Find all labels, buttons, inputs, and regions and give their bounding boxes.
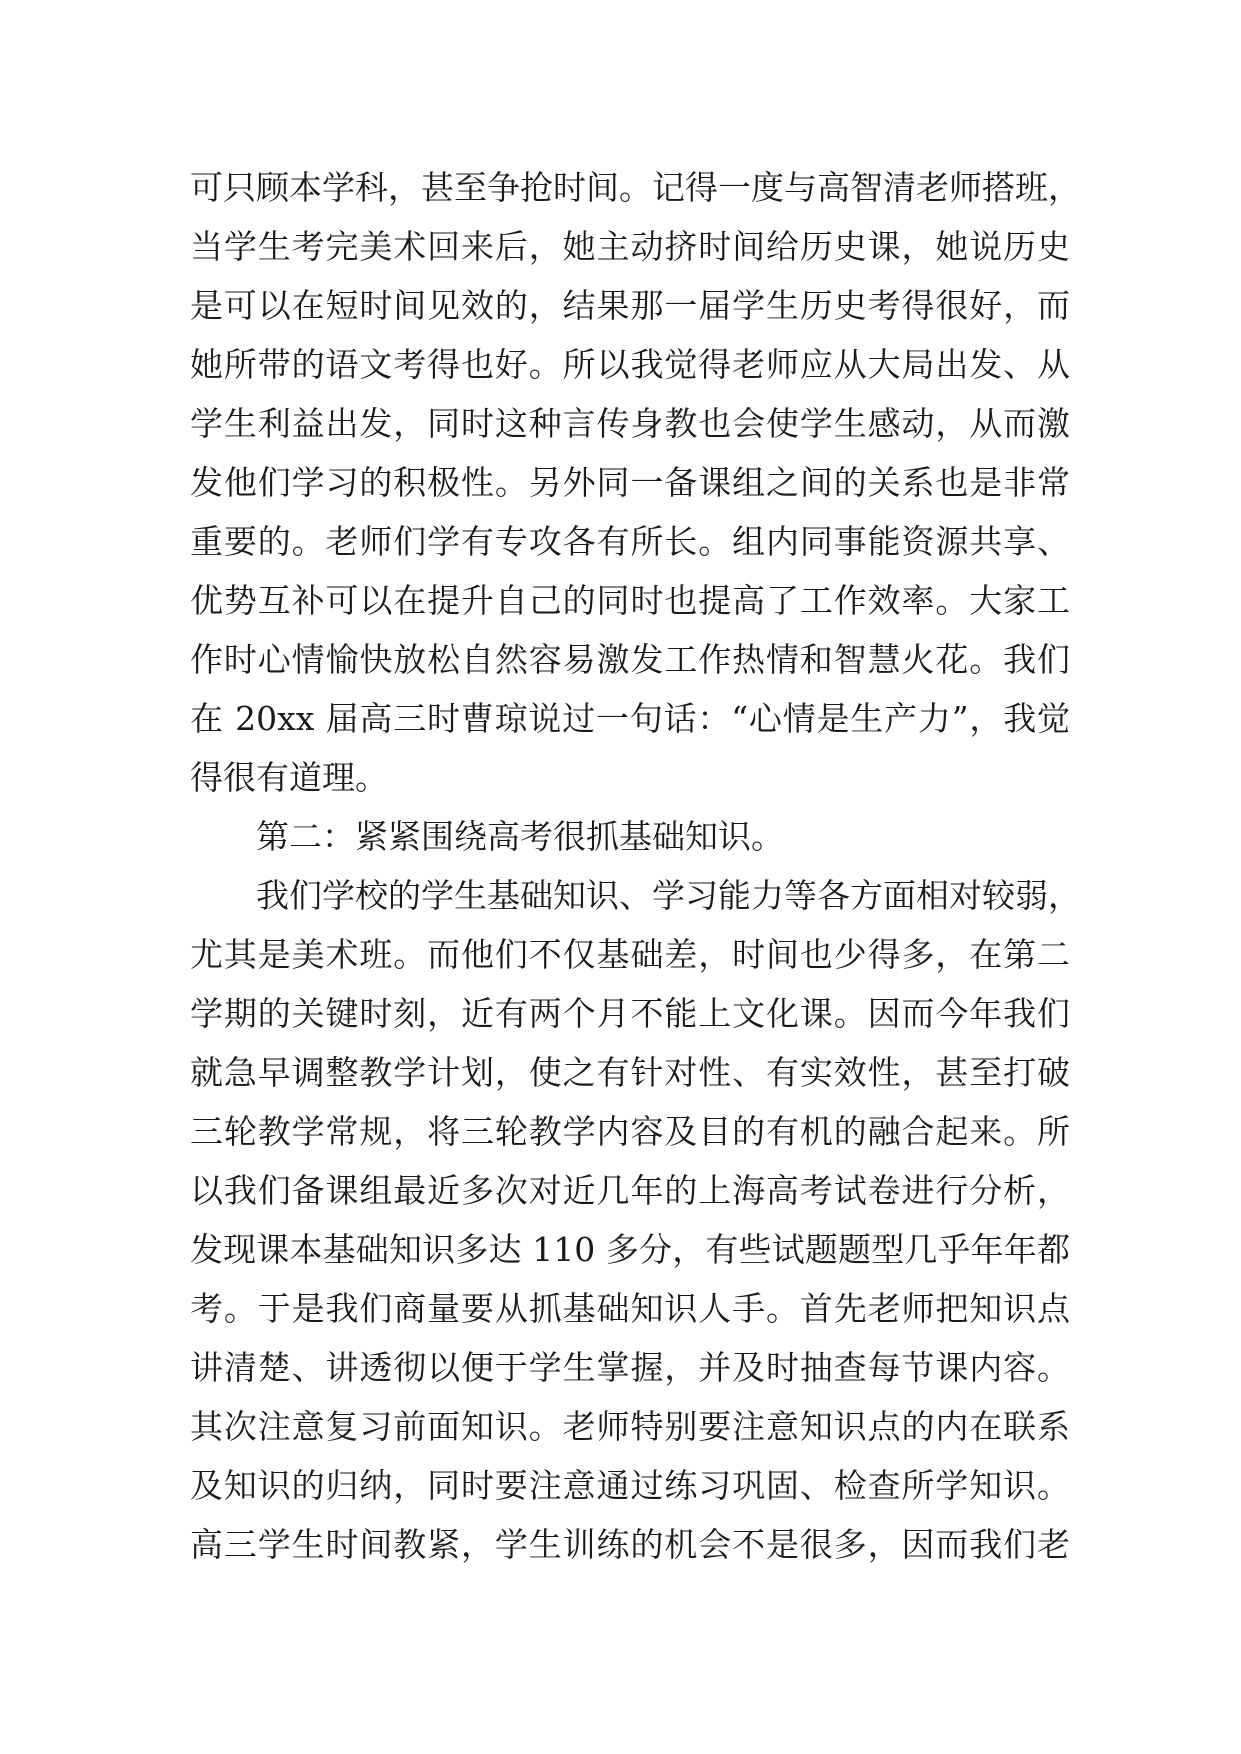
text-line: 发他们学习的积极性。另外同一备课组之间的关系也是非常 [190,463,1070,502]
text-line: 得很有道理。 [190,758,388,797]
text-line: 其次注意复习前面知识。老师特别要注意知识点的内在联系 [190,1407,1070,1446]
text-line: 是可以在短时间见效的，结果那一届学生历史考得很好，而 [190,286,1070,325]
text-line: 重要的。老师们学有专攻各有所长。组内同事能资源共享、 [190,522,1070,561]
section-heading: 第二：紧紧围绕高考很抓基础知识。 [256,817,784,856]
text-line: 以我们备课组最近多次对近几年的上海高考试卷进行分析， [190,1171,1070,1210]
text-line: 发现课本基础知识多达 110 多分，有些试题题型几乎年年都 [190,1230,1070,1269]
text-line: 高三学生时间教紧，学生训练的机会不是很多，因而我们老 [190,1525,1070,1564]
text-line: 学期的关键时刻，近有两个月不能上文化课。因而今年我们 [190,994,1070,1033]
text-line: 学生利益出发，同时这种言传身教也会使学生感动，从而激 [190,404,1070,443]
text-line: 优势互补可以在提升自己的同时也提高了工作效率。大家工 [190,581,1070,620]
text-line: 我们学校的学生基础知识、学习能力等各方面相对较弱， [256,876,1081,915]
text-line: 在 20xx 届高三时曹琼说过一句话：“心情是生产力”，我觉 [190,699,1070,738]
text-line: 及知识的归纳，同时要注意通过练习巩固、检查所学知识。 [190,1466,1070,1505]
text-line: 尤其是美术班。而他们不仅基础差，时间也少得多，在第二 [190,935,1070,974]
text-line: 她所带的语文考得也好。所以我觉得老师应从大局出发、从 [190,345,1070,384]
body-text [190,158,1081,1574]
text-line: 考。于是我们商量要从抓基础知识人手。首先老师把知识点 [190,1289,1070,1328]
text-line: 讲清楚、讲透彻以便于学生掌握，并及时抽查每节课内容。 [190,1348,1070,1387]
text-line: 可只顾本学科，甚至争抢时间。记得一度与高智清老师搭班， [190,168,1081,207]
text-line: 就急早调整教学计划，使之有针对性、有实效性，甚至打破 [190,1053,1070,1092]
text-line: 三轮教学常规，将三轮教学内容及目的有机的融合起来。所 [190,1112,1070,1151]
text-line: 当学生考完美术回来后，她主动挤时间给历史课，她说历史 [190,227,1070,266]
text-line: 作时心情愉快放松自然容易激发工作热情和智慧火花。我们 [190,640,1070,679]
